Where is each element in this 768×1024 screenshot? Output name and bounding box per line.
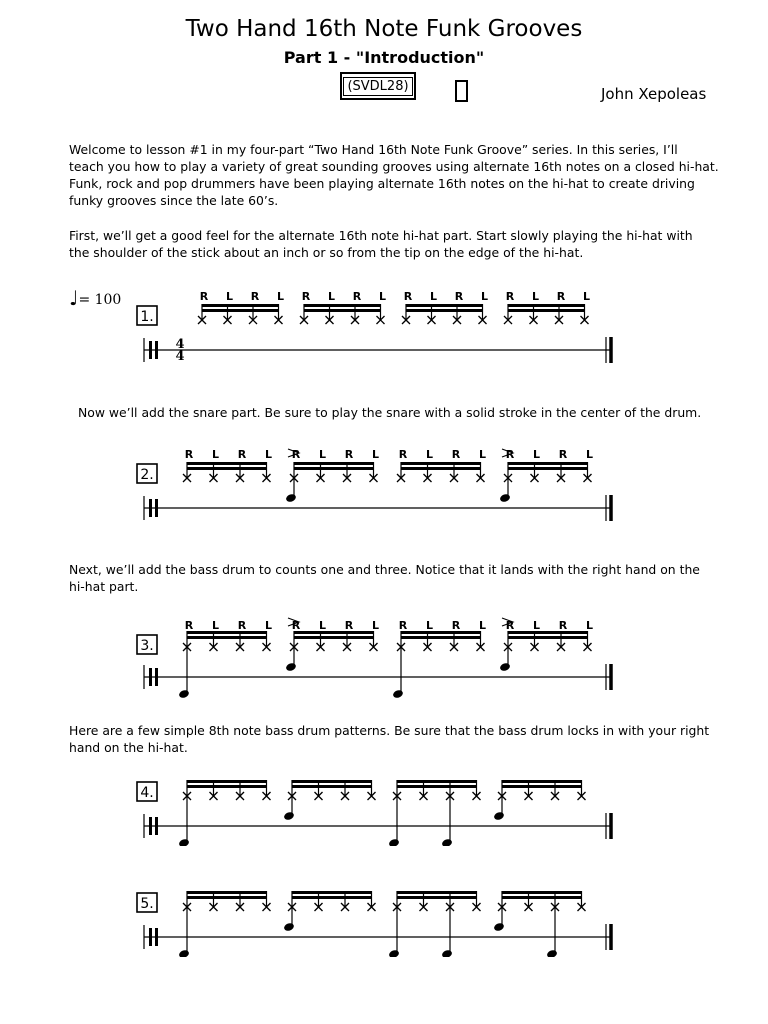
sticking-letter: L (531, 290, 540, 303)
text-line: Now we’ll add the snare part. Be sure to play the snare with a solid stroke in the center of the drum. (78, 405, 702, 420)
sticking-letter: L (378, 290, 387, 303)
notation-example-4 (0, 776, 768, 846)
sticking-letter: R (558, 619, 568, 632)
sticking-letter: R (454, 290, 464, 303)
percussion-clef-icon (155, 341, 158, 359)
beam (187, 462, 267, 465)
bass-notehead (388, 949, 400, 957)
sticking-letter: L (318, 619, 327, 632)
text-line: Funk, rock and pop drummers have been playing alternate 16th notes on the hi-hat to create driving (69, 176, 695, 191)
sticking-letter: R (344, 619, 354, 632)
percussion-clef-icon (155, 928, 158, 946)
beam (397, 896, 477, 899)
beam (187, 631, 267, 634)
sticking-letter: L (429, 290, 438, 303)
sticking-letter: L (585, 448, 594, 461)
beam (508, 462, 588, 465)
page-title: Two Hand 16th Note Funk Grooves (185, 16, 583, 42)
example-label: 4. (140, 785, 154, 801)
sticking-letter: L (264, 619, 273, 632)
lesson-code-box (340, 72, 416, 100)
beam (187, 636, 267, 639)
sticking-letter: L (480, 290, 489, 303)
snare-notehead (285, 662, 297, 672)
sticking-letter: L (211, 619, 220, 632)
time-signature-top: 4 (175, 337, 185, 352)
snare-notehead (499, 662, 511, 672)
sticking-letter: R (237, 619, 247, 632)
bass-notehead (178, 838, 190, 846)
sticking-letter: R (451, 619, 461, 632)
notation-example-1 (0, 284, 768, 374)
sticking-letter: R (398, 448, 408, 461)
text-line: Welcome to lesson #1 in my four-part “Two Hand 16th Note Funk Groove” series. In this series, I’ll (69, 142, 678, 157)
snare-notehead (493, 811, 505, 821)
bass-notehead (546, 949, 558, 957)
bass-notehead (441, 838, 453, 846)
bass-notehead (441, 949, 453, 957)
percussion-clef-icon (155, 817, 158, 835)
sticking-letter: R (184, 619, 194, 632)
beam (401, 636, 481, 639)
snare-paragraph (78, 404, 718, 421)
beam (294, 462, 374, 465)
beam (406, 304, 483, 307)
sticking-letter: R (184, 448, 194, 461)
snare-notehead (283, 922, 295, 932)
sticking-letter: L (211, 448, 220, 461)
beam (401, 462, 481, 465)
notation-example-2 (0, 444, 768, 534)
percussion-clef-icon (155, 668, 158, 686)
text-line: hand on the hi-hat. (69, 740, 188, 755)
percussion-clef-icon (149, 668, 152, 686)
beam (294, 467, 374, 470)
bass-notehead (178, 949, 190, 957)
beam (502, 780, 582, 783)
sticking-letter: L (425, 619, 434, 632)
intro-paragraph (69, 141, 719, 209)
beam (401, 467, 481, 470)
sticking-letter: L (318, 448, 327, 461)
sticking-letter: R (237, 448, 247, 461)
empty-box (455, 80, 468, 102)
first-paragraph (69, 227, 709, 261)
text-line: Here are a few simple 8th note bass drum patterns. Be sure that the bass drum locks in with your right (69, 723, 710, 738)
text-line: First, we’ll get a good feel for the alternate 16th note hi-hat part. Start slowly playing the hi-hat with (69, 228, 693, 243)
sticking-letter: L (478, 619, 487, 632)
text-line: the shoulder of the stick about an inch or so from the tip on the edge of the hi-hat. (69, 245, 584, 260)
sticking-letter: R (403, 290, 413, 303)
snare-notehead (499, 493, 511, 503)
beam (502, 896, 582, 899)
notation-example-3 (0, 615, 768, 705)
beam (406, 309, 483, 312)
snare-notehead (493, 922, 505, 932)
text-line: Next, we’ll add the bass drum to counts one and three. Notice that it lands with the right hand on the (69, 562, 700, 577)
sticking-letter: R (352, 290, 362, 303)
beam (401, 631, 481, 634)
quarter-note-icon: ♩ (69, 286, 79, 310)
sticking-letter: R (344, 448, 354, 461)
sticking-letter: L (582, 290, 591, 303)
sticking-letter: L (478, 448, 487, 461)
beam (304, 309, 381, 312)
example-label: 1. (140, 309, 154, 325)
beam (187, 896, 267, 899)
sticking-letter: R (398, 619, 408, 632)
text-line: teach you how to play a variety of great sounding grooves using alternate 16th notes on a closed hi-hat. (69, 159, 719, 174)
sticking-letter: L (585, 619, 594, 632)
beam (508, 636, 588, 639)
beam (397, 785, 477, 788)
percussion-clef-icon (149, 817, 152, 835)
beam (187, 891, 267, 894)
beam (294, 636, 374, 639)
example-label: 5. (140, 896, 154, 912)
beam (187, 780, 267, 783)
sticking-letter: R (291, 619, 301, 632)
time-signature-bottom: 4 (175, 349, 185, 364)
sticking-letter: L (264, 448, 273, 461)
beam (292, 896, 372, 899)
beam (292, 780, 372, 783)
beam (292, 785, 372, 788)
sticking-letter: R (556, 290, 566, 303)
sticking-letter: L (532, 619, 541, 632)
sticking-letter: R (505, 619, 515, 632)
percussion-clef-icon (155, 499, 158, 517)
beam (502, 785, 582, 788)
beam (292, 891, 372, 894)
beam (508, 467, 588, 470)
beam (202, 309, 279, 312)
beam (187, 467, 267, 470)
sticking-letter: R (505, 290, 515, 303)
bass-paragraph (69, 561, 709, 595)
bass-notehead (392, 689, 404, 699)
sticking-letter: R (291, 448, 301, 461)
example-label: 3. (140, 638, 154, 654)
tempo-value: = 100 (78, 292, 122, 308)
author-name: John Xepoleas (601, 85, 707, 103)
sticking-letter: L (532, 448, 541, 461)
snare-notehead (283, 811, 295, 821)
percussion-clef-icon (149, 928, 152, 946)
beam (397, 780, 477, 783)
sticking-letter: L (276, 290, 285, 303)
sticking-letter: L (371, 619, 380, 632)
beam (294, 631, 374, 634)
sticking-letter: L (327, 290, 336, 303)
sticking-letter: R (451, 448, 461, 461)
beam (508, 304, 585, 307)
snare-notehead (285, 493, 297, 503)
example-label: 2. (140, 467, 154, 483)
beam (502, 891, 582, 894)
text-line: funky grooves since the late 60’s. (69, 193, 279, 208)
sticking-letter: L (425, 448, 434, 461)
beam (508, 309, 585, 312)
beam (187, 785, 267, 788)
sticking-letter: R (250, 290, 260, 303)
sticking-letter: R (558, 448, 568, 461)
notation-example-5 (0, 887, 768, 957)
sticking-letter: R (301, 290, 311, 303)
lesson-code: (SVDL28) (343, 77, 412, 96)
text-line: hi-hat part. (69, 579, 139, 594)
eighth-paragraph (69, 722, 709, 756)
beam (508, 631, 588, 634)
beam (304, 304, 381, 307)
sticking-letter: R (505, 448, 515, 461)
sticking-letter: L (371, 448, 380, 461)
sticking-letter: L (225, 290, 234, 303)
sticking-letter: R (199, 290, 209, 303)
percussion-clef-icon (149, 499, 152, 517)
beam (397, 891, 477, 894)
bass-notehead (388, 838, 400, 846)
page-subtitle: Part 1 - "Introduction" (283, 48, 485, 67)
beam (202, 304, 279, 307)
bass-notehead (178, 689, 190, 699)
percussion-clef-icon (149, 341, 152, 359)
